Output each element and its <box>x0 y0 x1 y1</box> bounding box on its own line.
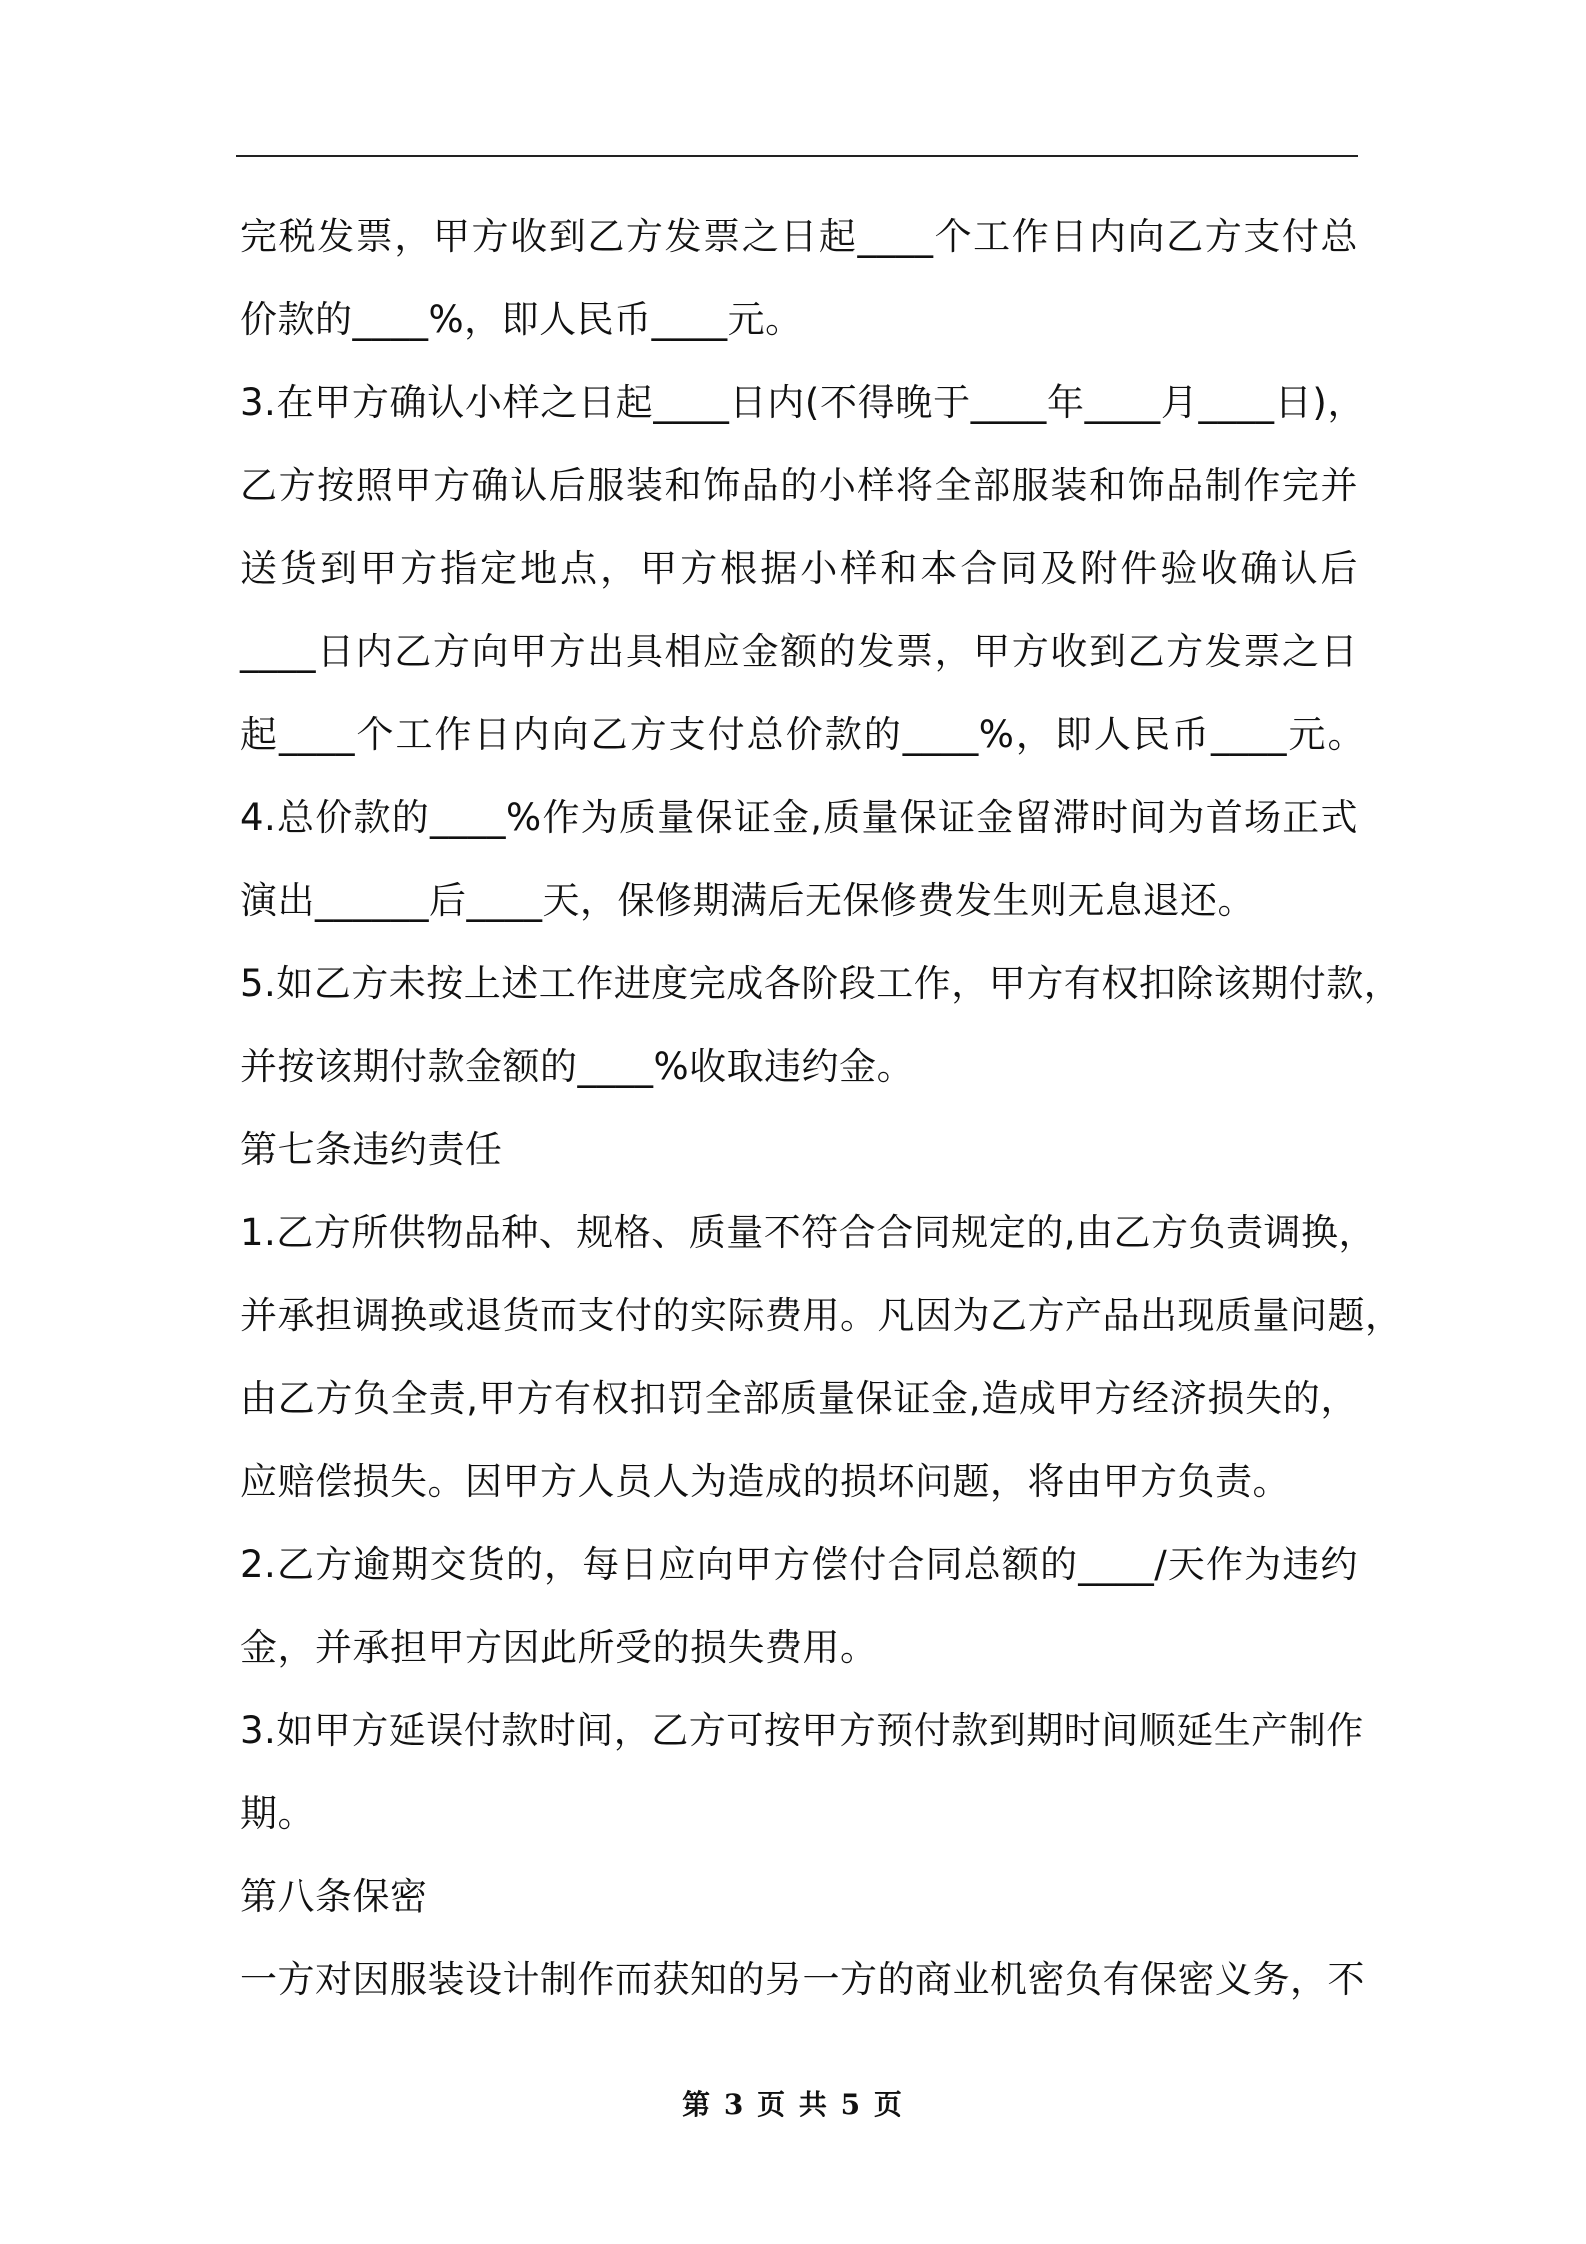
text-line: 乙方按照甲方确认后服装和饰品的小样将全部服装和饰品制作完并 <box>240 464 1358 507</box>
text-line: 一方对因服装设计制作而获知的另一方的商业机密负有保密义务，不 <box>240 1958 1365 2001</box>
text-line: 并承担调换或退货而支付的实际费用。凡因为乙方产品出现质量问题， <box>240 1294 1403 1337</box>
text-line: 起____个工作日内向乙方支付总价款的____%，即人民币____元。 <box>240 713 1365 756</box>
text-line: 送货到甲方指定地点，甲方根据小样和本合同及附件验收确认后 <box>240 547 1358 590</box>
text-line: 3.在甲方确认小样之日起____日内(不得晚于____年____月____日)， <box>240 381 1365 424</box>
header-rule <box>236 155 1358 157</box>
section-heading: 第八条保密 <box>240 1875 428 1918</box>
text-line: 并按该期付款金额的____%收取违约金。 <box>240 1045 915 1088</box>
text-line: ____日内乙方向甲方出具相应金额的发票，甲方收到乙方发票之日 <box>240 630 1358 673</box>
text-line: 完税发票，甲方收到乙方发票之日起____个工作日内向乙方支付总 <box>240 215 1358 258</box>
text-line: 3.如甲方延误付款时间，乙方可按甲方预付款到期时间顺延生产制作 <box>240 1709 1364 1752</box>
contract-body <box>240 195 1403 2021</box>
text-line: 4.总价款的____%作为质量保证金,质量保证金留滞时间为首场正式 <box>240 796 1358 839</box>
page-number: 第 3 页 共 5 页 <box>682 2088 904 2121</box>
text-line: 金，并承担甲方因此所受的损失费用。 <box>240 1626 878 1669</box>
text-line: 1.乙方所供物品种、规格、质量不符合合同规定的,由乙方负责调换， <box>240 1211 1377 1254</box>
text-line: 由乙方负全责,甲方有权扣罚全部质量保证金,造成甲方经济损失的， <box>240 1377 1358 1420</box>
text-line: 2.乙方逾期交货的，每日应向甲方偿付合同总额的____/天作为违约 <box>240 1543 1358 1586</box>
section-heading: 第七条违约责任 <box>240 1128 503 1171</box>
text-line: 价款的____%，即人民币____元。 <box>240 298 803 341</box>
text-line: 应赔偿损失。因甲方人员人为造成的损坏问题，将由甲方负责。 <box>240 1460 1290 1503</box>
text-line: 演出______后____天，保修期满后无保修费发生则无息退还。 <box>240 879 1255 922</box>
text-line: 期。 <box>240 1792 315 1835</box>
text-line: 5.如乙方未按上述工作进度完成各阶段工作，甲方有权扣除该期付款， <box>240 962 1402 1005</box>
